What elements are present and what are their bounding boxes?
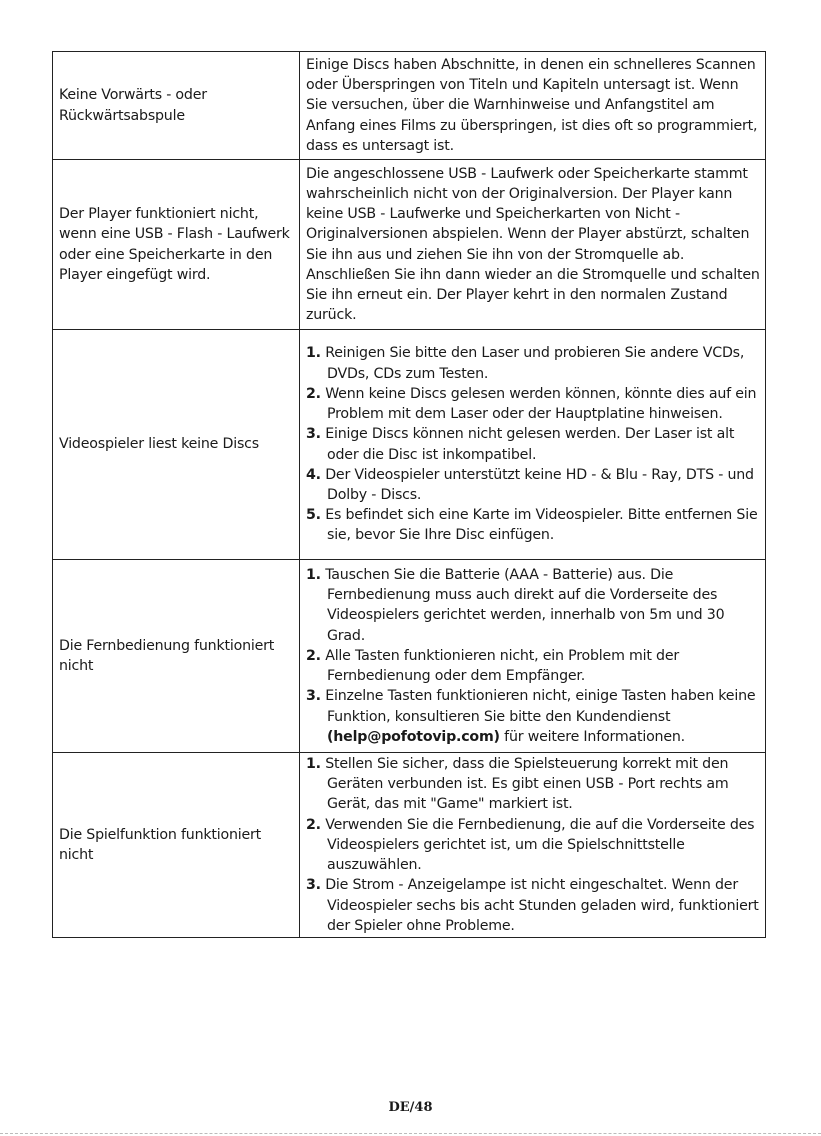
step-number: 2. [306,647,321,664]
step-text: Alle Tasten funktionieren nicht, ein Problem mit der Fernbedienung oder dem Empfänger. [325,647,679,685]
step-number: 1. [306,756,321,773]
table-row [53,160,766,330]
table-row [53,330,766,560]
solution-cell [300,330,766,560]
problem-cell: Die Fernbedienung funktioniert nicht [53,560,300,753]
solution-step [306,505,763,545]
step-number: 2. [306,385,321,402]
bottom-divider [0,1133,821,1134]
support-email-link[interactable]: (help@pofotovip.com) [327,728,500,745]
step-text: Reinigen Sie bitte den Laser und probieren Sie andere VCDs, DVDs, CDs zum Testen. [325,345,745,382]
step-text-tail: für weitere Informationen. [499,728,685,745]
solution-cell [300,753,766,938]
step-number: 4. [306,466,321,483]
solution-step [306,384,763,424]
solution-cell: Die angeschlossene USB - Laufwerk oder Speicherkarte stammt wahrscheinlich nicht von der Originalversion. Der Player kann keine USB - Laufwerke und Speicherkarten von Nicht - Originalversionen abspielen. Wenn der Player abstürzt, schalten Sie ihn aus und ziehen Sie ihn von der Stromquelle ab. Anschließen Sie ihn dann wieder an die Stromquelle und schalten Sie ihn erneut ein. Der Player kehrt in den normalen Zustand zurück. [300,160,766,330]
step-text: Einige Discs können nicht gelesen werden. Der Laser ist alt oder die Disc ist inkompatibel. [325,426,735,463]
solution-step [306,646,763,686]
step-text: Stellen Sie sicher, dass die Spielsteuerung korrekt mit den Geräten verbunden ist. Es gibt einen USB - Port rechts am Gerät, das mit "Game" markiert ist. [325,756,729,813]
table-row [53,52,766,160]
page-number: DE/48 [388,1100,433,1115]
solution-cell [300,560,766,753]
step-number: 3. [306,877,321,894]
table-row [53,560,766,753]
step-number: 3. [306,688,321,705]
table-row [53,753,766,938]
solution-step [306,875,763,936]
step-text: Es befindet sich eine Karte im Videospieler. Bitte entfernen Sie sie, bevor Sie Ihre Disc einfügen. [325,507,758,544]
step-number: 2. [306,816,321,833]
step-text: Der Videospieler unterstützt keine HD - & Blu - Ray, DTS - und Dolby - Discs. [325,466,754,503]
solution-step [306,565,763,646]
solution-step [306,343,763,383]
problem-cell: Der Player funktioniert nicht, wenn eine USB - Flash - Laufwerk oder eine Speicherkarte in den Player eingefügt wird. [53,160,300,330]
step-text: Tauschen Sie die Batterie (AAA - Batterie) aus. Die Fernbedienung muss auch direkt auf die Vorderseite des Videospielers gerichtet werden, innerhalb von 5m und 30 Grad. [325,567,725,644]
solution-step [306,754,763,815]
step-number: 5. [306,507,321,524]
step-number: 1. [306,345,321,362]
step-text: Wenn keine Discs gelesen werden können, könnte dies auf ein Problem mit dem Laser oder der Hauptplatine hinweisen. [325,385,757,423]
step-text: Die Strom - Anzeigelampe ist nicht eingeschaltet. Wenn der Videospieler sechs bis acht Stunden geladen wird, funktioniert der Spieler ohne Probleme. [325,877,759,934]
step-number: 3. [306,426,321,443]
solution-step [306,424,763,464]
problem-cell: Videospieler liest keine Discs [53,330,300,560]
problem-cell: Keine Vorwärts - oder Rückwärtsabspule [53,52,300,160]
step-text: Verwenden Sie die Fernbedienung, die auf die Vorderseite des Videospielers gerichtet ist, um die Spielschnittstelle auszuwählen. [325,816,755,874]
problem-cell: Die Spielfunktion funktioniert nicht [53,753,300,938]
solution-steps [306,565,763,747]
troubleshooting-table [52,51,766,938]
step-number: 1. [306,567,321,584]
solution-step [306,815,763,876]
step-text: Einzelne Tasten funktionieren nicht, einige Tasten haben keine Funktion, konsultieren Sie bitte den Kundendienst [325,688,756,725]
solution-step [306,686,763,747]
solution-steps [306,343,763,545]
solution-step [306,465,763,505]
solution-steps [306,754,763,936]
solution-cell: Einige Discs haben Abschnitte, in denen ein schnelleres Scannen oder Überspringen von Titeln und Kapiteln untersagt ist. Wenn Sie versuchen, über die Warnhinweise und Anfangstitel am Anfang eines Films zu überspringen, ist dies oft so programmiert, dass es untersagt ist. [300,52,766,160]
